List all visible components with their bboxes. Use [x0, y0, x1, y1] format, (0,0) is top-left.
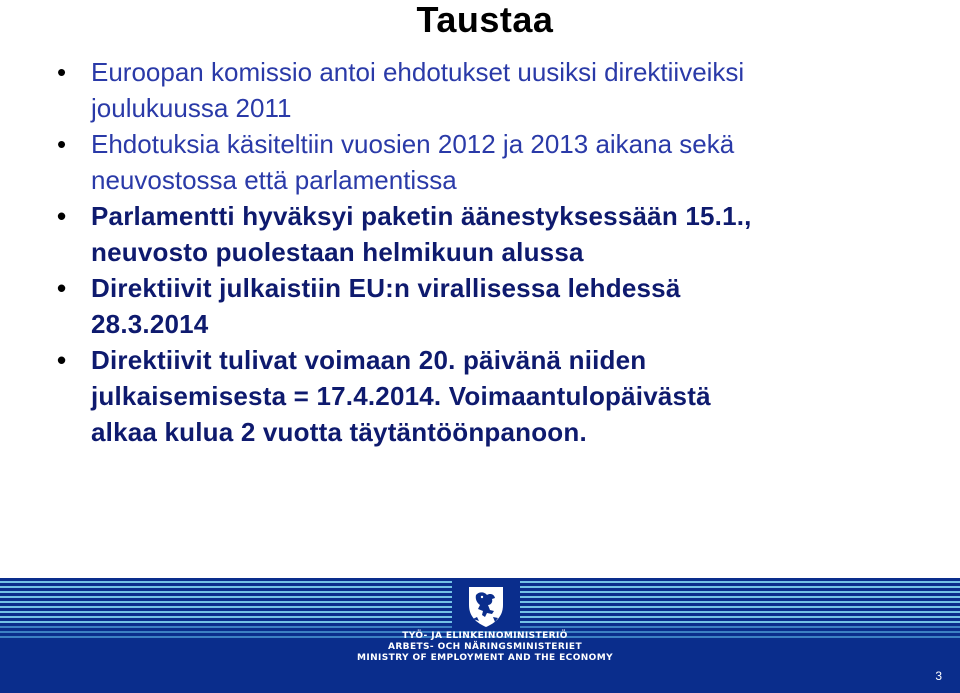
bullet-line: alkaa kulua 2 vuotta täytäntöönpanoon. — [91, 417, 587, 447]
bullet-list — [57, 54, 917, 450]
slide-title: Taustaa — [416, 0, 554, 40]
page-number: 3 — [935, 669, 942, 683]
bullet-line: Euroopan komissio antoi ehdotukset uusiksi direktiiveiksi — [91, 57, 745, 87]
bullet-marker: • — [57, 345, 67, 375]
bullet-line: julkaisemisesta = 17.4.2014. Voimaantulopäivästä — [91, 381, 711, 411]
bullet-marker: • — [57, 201, 67, 231]
bullet-item — [57, 54, 917, 126]
bullet-item — [57, 342, 917, 450]
bullet-item — [57, 126, 917, 198]
bullet-line: joulukuussa 2011 — [91, 93, 292, 123]
bullet-item — [57, 198, 917, 270]
ministry-name-en: MINISTRY OF EMPLOYMENT AND THE ECONOMY — [356, 653, 613, 663]
bullet-marker: • — [57, 129, 67, 159]
bullet-marker: • — [57, 273, 67, 303]
bullet-line: 28.3.2014 — [91, 309, 209, 339]
bullet-line: Direktiivit tulivat voimaan 20. päivänä niiden — [91, 345, 647, 375]
bullet-marker: • — [57, 57, 67, 87]
bullet-item — [57, 270, 917, 342]
bullet-line: Direktiivit julkaistiin EU:n virallisessa lehdessä — [91, 273, 681, 303]
ministry-footer — [0, 578, 960, 693]
ministry-name-sv: ARBETS- OCH NÄRINGSMINISTERIET — [387, 642, 582, 652]
finnish-lion-crest-icon — [463, 583, 509, 629]
bullet-line: Parlamentti hyväksyi paketin äänestyksessään 15.1., — [91, 201, 752, 231]
bullet-line: Ehdotuksia käsiteltiin vuosien 2012 ja 2013 aikana sekä — [91, 129, 735, 159]
ministry-name-fi: TYÖ- JA ELINKEINOMINISTERIÖ — [402, 631, 568, 641]
bullet-line: neuvosto puolestaan helmikuun alussa — [91, 237, 584, 267]
bullet-line: neuvostossa että parlamentissa — [91, 165, 457, 195]
